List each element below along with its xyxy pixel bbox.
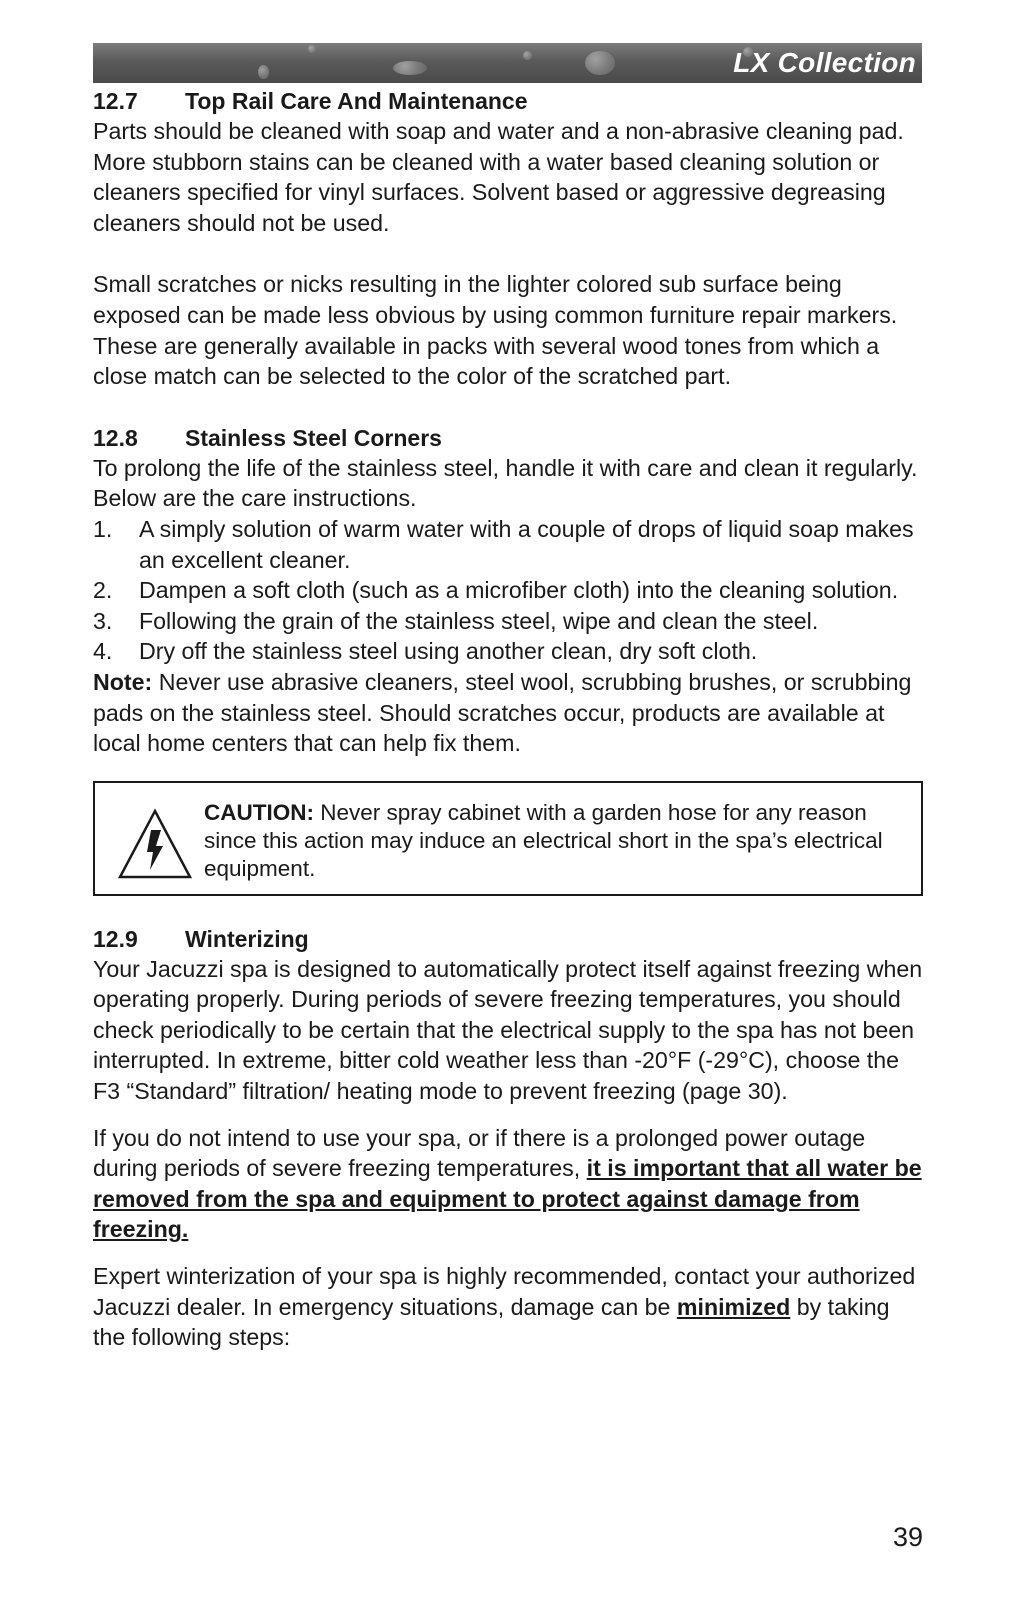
header-banner [93, 43, 922, 83]
step-number: 4. [93, 638, 113, 665]
water-drop-decoration [308, 45, 316, 53]
caution-box [93, 781, 923, 896]
collection-title: LX Collection [733, 47, 916, 78]
step-text: Dampen a soft cloth (such as a microfiber cloth) into the cleaning solution. [139, 577, 899, 604]
caution-label: CAUTION: [204, 799, 314, 825]
page-content [93, 86, 923, 1353]
winterizing-paragraph-3 [93, 1261, 923, 1353]
step-number: 1. [93, 515, 113, 542]
water-drop-decoration [258, 65, 269, 79]
stainless-intro-paragraph: To prolong the life of the stainless steel, handle it with care and clean it regularly. Below are the care instructions. [93, 454, 918, 512]
note-label: Note: [93, 668, 153, 695]
section-number: 12.7 [93, 88, 138, 114]
list-item [93, 514, 923, 575]
list-item [93, 636, 923, 667]
step-number: 3. [93, 607, 113, 634]
important-warning: it is important that all water be removed from the spa and equipment to protect against damage from freezing. [93, 1155, 922, 1243]
caution-message [204, 799, 904, 883]
top-rail-care-paragraph: Parts should be cleaned with soap and water and a non-abrasive cleaning pad. More stubborn stains can be cleaned with a water based cleaning solution or cleaners specified for vinyl surfaces. Solvent based or aggressive degreasing cleaners should not be used. [93, 118, 904, 236]
section-number: 12.8 [93, 424, 138, 451]
section-title: Top Rail Care And Maintenance [185, 88, 528, 114]
step-text: Dry off the stainless steel using another clean, dry soft cloth. [139, 638, 758, 665]
list-item [93, 606, 923, 637]
water-drop-decoration [393, 61, 427, 75]
water-drop-decoration [523, 51, 532, 60]
step-number: 2. [93, 577, 113, 604]
emphasis-text: minimized [676, 1293, 791, 1320]
section-title: Stainless Steel Corners [185, 424, 442, 451]
caution-text: Never spray cabinet with a garden hose for any reason since this action may induce an electrical short in the spa’s electrical equipment. [204, 799, 883, 881]
section-number: 12.9 [93, 925, 138, 952]
paragraph-text: Expert winterization of your spa is highly recommended, contact your authorized Jacuzzi dealer. In emergency situations, damage can be [93, 1263, 916, 1320]
section-heading-12-8 [93, 423, 923, 453]
step-text: Following the grain of the stainless steel, wipe and clean the steel. [139, 607, 819, 634]
page-number: 39 [892, 1522, 923, 1552]
care-steps-list [93, 514, 923, 667]
list-item [93, 575, 923, 606]
water-drop-decoration [585, 51, 615, 75]
section-heading-12-9 [93, 924, 923, 954]
electrical-hazard-icon [117, 808, 193, 880]
paragraph-text: by taking the following steps: [93, 1293, 890, 1351]
stainless-note [93, 667, 923, 759]
section-heading-12-7 [93, 86, 923, 116]
step-text: A simply solution of warm water with a couple of drops of liquid soap makes an excellent cleaner. [139, 515, 914, 573]
winterizing-paragraph-1: Your Jacuzzi spa is designed to automatically protect itself against freezing when operating properly. During periods of severe freezing temperatures, you should check periodically to be certain that the electrical supply to the spa has not been interrupted. In extreme, bitter cold weather less than -20°F (-29°C), choose the F3 “Standard” filtration/ heating mode to prevent freezing (page 30). [93, 955, 923, 1105]
note-text: Never use abrasive cleaners, steel wool, scrubbing brushes, or scrubbing pads on the stainless steel. Should scratches occur, products are available at local home centers that can help fix them. [93, 668, 912, 757]
section-title: Winterizing [185, 925, 309, 952]
scratch-repair-paragraph: Small scratches or nicks resulting in the lighter colored sub surface being exposed can be made less obvious by using common furniture repair markers. These are generally available in packs with several wood tones from which a close match can be selected to the color of the scratched part. [93, 271, 898, 390]
winterizing-paragraph-2 [93, 1123, 923, 1245]
paragraph-text: If you do not intend to use your spa, or if there is a prolonged power outage during periods of severe freezing temperatures, [93, 1124, 866, 1182]
